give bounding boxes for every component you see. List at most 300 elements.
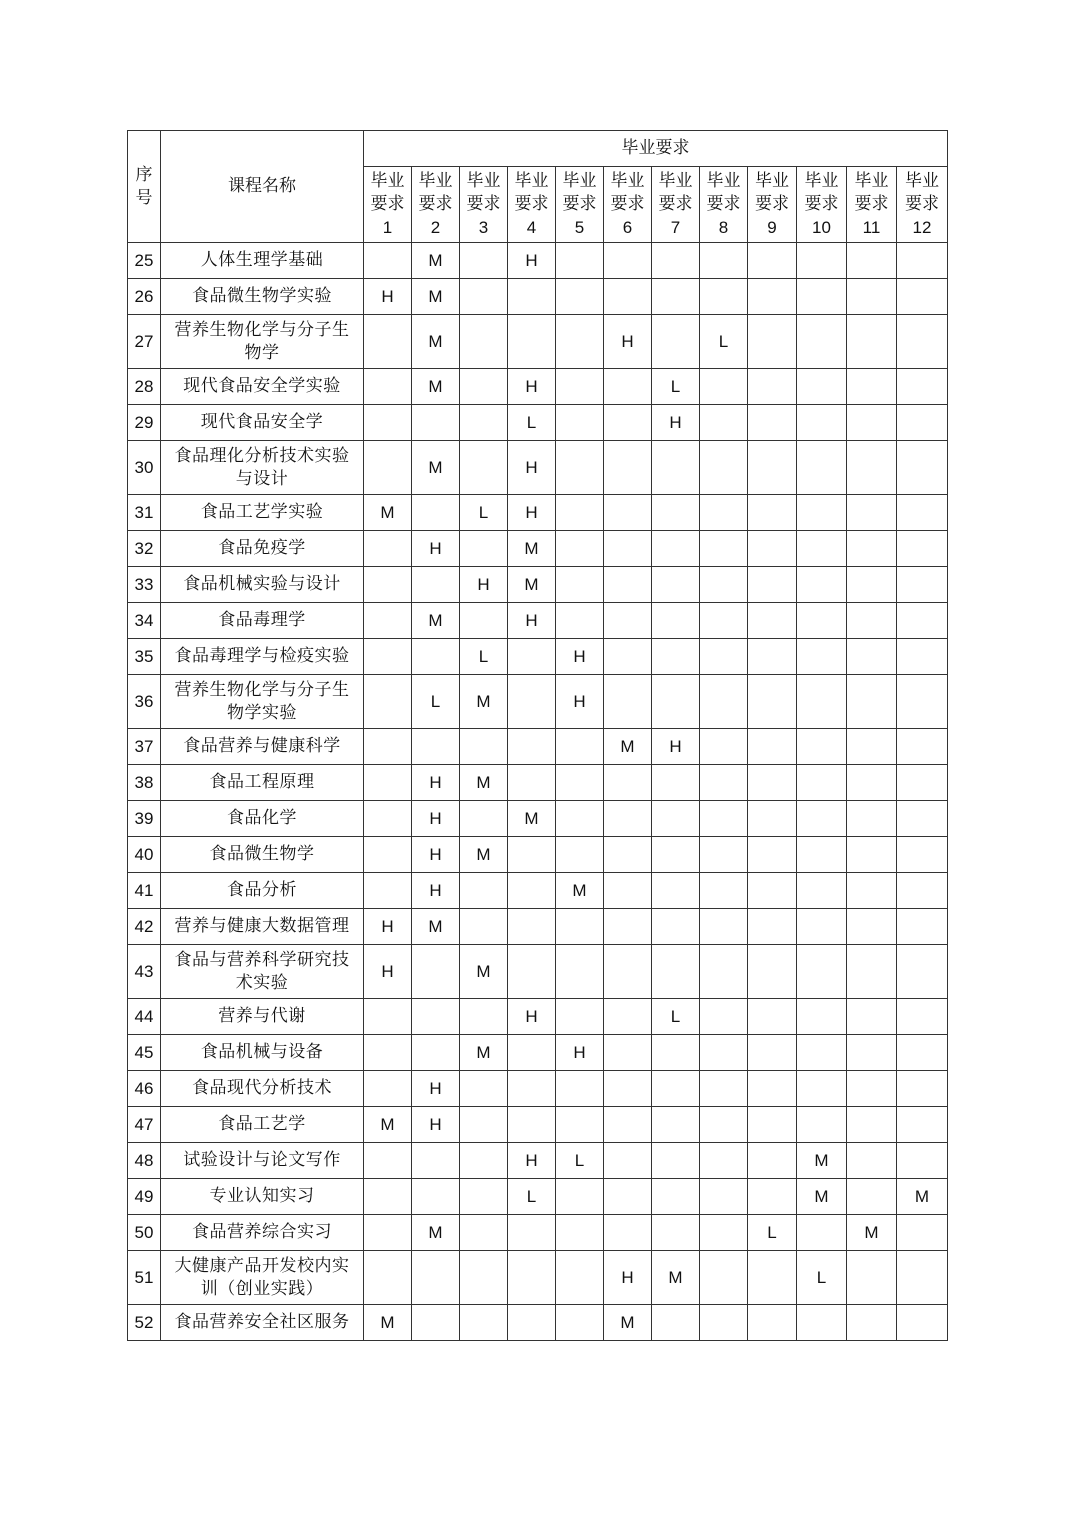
requirement-level-cell <box>652 441 700 495</box>
requirement-header-6 <box>604 167 652 243</box>
requirement-level-cell <box>748 909 797 945</box>
requirement-level-cell <box>460 1071 508 1107</box>
requirement-level-cell: M <box>412 315 460 369</box>
requirement-level-cell <box>847 675 897 729</box>
row-number: 49 <box>128 1179 161 1215</box>
table-row <box>128 1107 948 1143</box>
course-requirement-matrix <box>127 130 948 1341</box>
requirement-level-cell <box>897 873 948 909</box>
requirement-level-cell <box>897 837 948 873</box>
requirement-level-cell <box>748 873 797 909</box>
requirement-header-prefix: 毕业 <box>418 171 453 191</box>
requirement-level-cell <box>604 1179 652 1215</box>
requirement-level-cell <box>412 1035 460 1071</box>
table-row <box>128 909 948 945</box>
requirement-level-cell: H <box>652 729 700 765</box>
requirement-level-cell: M <box>460 765 508 801</box>
requirement-level-cell <box>847 1251 897 1305</box>
course-name-line: 食品工程原理 <box>209 772 315 792</box>
requirement-level-cell: M <box>797 1179 847 1215</box>
requirement-level-cell <box>460 729 508 765</box>
requirement-level-cell <box>797 999 847 1035</box>
table-row <box>128 999 948 1035</box>
course-name <box>161 531 364 567</box>
requirement-level-cell <box>364 369 412 405</box>
requirement-level-cell <box>604 1071 652 1107</box>
course-name-line: 营养与代谢 <box>218 1006 306 1026</box>
requirement-level-cell <box>748 441 797 495</box>
requirement-level-cell <box>847 873 897 909</box>
requirement-level-cell <box>847 243 897 279</box>
requirement-level-cell <box>364 405 412 441</box>
requirement-level-cell <box>748 495 797 531</box>
course-name-line: 食品与营养科学研究技 <box>174 949 350 970</box>
requirement-level-cell <box>700 1071 748 1107</box>
requirement-level-cell <box>460 1107 508 1143</box>
requirement-level-cell <box>748 1107 797 1143</box>
requirement-level-cell <box>556 603 604 639</box>
requirement-level-cell <box>847 1143 897 1179</box>
course-name <box>161 603 364 639</box>
requirement-level-cell <box>700 765 748 801</box>
requirement-level-cell <box>700 837 748 873</box>
requirement-level-cell: L <box>748 1215 797 1251</box>
course-name <box>161 441 364 495</box>
requirement-level-cell: L <box>700 315 748 369</box>
requirement-level-cell <box>897 1215 948 1251</box>
course-name-line: 食品理化分析技术实验 <box>174 445 350 466</box>
requirement-level-cell: H <box>652 405 700 441</box>
requirement-level-cell <box>556 1179 604 1215</box>
requirement-level-cell <box>748 999 797 1035</box>
requirement-level-cell <box>460 1143 508 1179</box>
table-row <box>128 315 948 369</box>
requirement-level-cell <box>460 999 508 1035</box>
requirement-level-cell <box>897 405 948 441</box>
requirement-header-number: 3 <box>478 218 489 237</box>
requirement-level-cell <box>364 315 412 369</box>
requirement-header-prefix: 要求 <box>854 194 889 214</box>
course-name-line: 物学 <box>244 342 280 363</box>
row-number: 38 <box>128 765 161 801</box>
row-number: 35 <box>128 639 161 675</box>
requirement-level-cell: H <box>364 945 412 999</box>
requirement-level-cell <box>700 999 748 1035</box>
requirement-level-cell <box>700 1215 748 1251</box>
course-name <box>161 315 364 369</box>
row-number: 27 <box>128 315 161 369</box>
requirement-level-cell <box>460 1215 508 1251</box>
requirement-level-cell <box>364 1179 412 1215</box>
requirement-level-cell: H <box>508 999 556 1035</box>
requirement-level-cell: H <box>412 801 460 837</box>
requirement-level-cell <box>652 945 700 999</box>
requirement-level-cell <box>797 315 847 369</box>
table-row <box>128 1305 948 1341</box>
row-number: 39 <box>128 801 161 837</box>
table-header <box>128 131 948 243</box>
requirement-level-cell: L <box>652 369 700 405</box>
requirement-level-cell <box>652 1215 700 1251</box>
requirement-level-cell <box>604 1107 652 1143</box>
requirement-level-cell <box>797 675 847 729</box>
requirement-level-cell <box>652 279 700 315</box>
requirement-level-cell <box>700 279 748 315</box>
requirement-level-cell <box>748 567 797 603</box>
requirement-level-cell <box>897 531 948 567</box>
course-name-line: 食品现代分析技术 <box>192 1078 332 1098</box>
row-number: 32 <box>128 531 161 567</box>
course-name <box>161 243 364 279</box>
requirement-level-cell: M <box>412 369 460 405</box>
requirement-level-cell <box>652 639 700 675</box>
requirement-level-cell <box>797 765 847 801</box>
requirement-level-cell <box>508 675 556 729</box>
requirement-level-cell <box>748 1071 797 1107</box>
requirement-level-cell <box>604 675 652 729</box>
requirement-level-cell <box>847 1305 897 1341</box>
requirement-level-cell <box>897 441 948 495</box>
requirement-level-cell <box>748 1305 797 1341</box>
requirement-level-cell <box>364 639 412 675</box>
row-number: 37 <box>128 729 161 765</box>
requirement-level-cell <box>460 243 508 279</box>
requirement-level-cell <box>897 567 948 603</box>
seq-header-line-2: 号 <box>135 187 153 208</box>
requirement-level-cell <box>556 729 604 765</box>
requirement-header-number: 11 <box>862 218 881 237</box>
table-row <box>128 1251 948 1305</box>
requirement-level-cell: L <box>460 495 508 531</box>
row-number: 45 <box>128 1035 161 1071</box>
requirement-header-9 <box>748 167 797 243</box>
requirement-level-cell: M <box>412 1215 460 1251</box>
requirement-level-cell <box>460 531 508 567</box>
requirement-level-cell <box>460 1251 508 1305</box>
requirement-level-cell <box>460 405 508 441</box>
requirement-level-cell <box>604 765 652 801</box>
requirement-level-cell <box>748 765 797 801</box>
requirement-level-cell <box>748 1143 797 1179</box>
requirement-header-5 <box>556 167 604 243</box>
requirement-level-cell: M <box>847 1215 897 1251</box>
requirement-level-cell <box>508 729 556 765</box>
row-number: 29 <box>128 405 161 441</box>
requirement-level-cell <box>797 639 847 675</box>
course-name-line: 食品毒理学 <box>218 610 306 630</box>
row-number: 26 <box>128 279 161 315</box>
requirement-level-cell: H <box>604 315 652 369</box>
requirement-level-cell: M <box>364 1107 412 1143</box>
requirement-level-cell <box>556 945 604 999</box>
requirement-level-cell <box>748 1035 797 1071</box>
requirement-level-cell <box>748 279 797 315</box>
requirement-level-cell <box>460 801 508 837</box>
requirement-level-cell <box>364 603 412 639</box>
requirement-header-prefix: 毕业 <box>905 171 939 191</box>
requirement-level-cell <box>847 567 897 603</box>
requirement-level-cell <box>652 1143 700 1179</box>
table-row <box>128 603 948 639</box>
requirement-level-cell <box>556 801 604 837</box>
requirement-level-cell <box>700 639 748 675</box>
requirement-header-prefix: 要求 <box>610 194 645 214</box>
requirement-level-cell <box>508 945 556 999</box>
requirement-level-cell <box>797 441 847 495</box>
table-row <box>128 729 948 765</box>
requirement-level-cell: H <box>412 531 460 567</box>
requirement-header-prefix: 毕业 <box>706 171 741 191</box>
requirement-level-cell <box>897 1143 948 1179</box>
requirement-level-cell <box>364 1071 412 1107</box>
requirement-level-cell: H <box>412 837 460 873</box>
course-name-line: 食品机械与设备 <box>200 1042 324 1062</box>
requirement-level-cell <box>700 1305 748 1341</box>
table-row <box>128 243 948 279</box>
course-name <box>161 873 364 909</box>
course-name-line: 人体生理学基础 <box>200 250 324 270</box>
requirement-header-3 <box>460 167 508 243</box>
table-row <box>128 1035 948 1071</box>
requirement-level-cell <box>847 999 897 1035</box>
requirement-level-cell: H <box>364 909 412 945</box>
requirement-level-cell <box>364 837 412 873</box>
requirement-level-cell <box>652 1179 700 1215</box>
requirement-level-cell <box>797 909 847 945</box>
course-name <box>161 1251 364 1305</box>
requirement-level-cell <box>652 873 700 909</box>
requirement-level-cell <box>748 837 797 873</box>
requirement-level-cell <box>897 1251 948 1305</box>
course-name <box>161 999 364 1035</box>
requirement-level-cell <box>847 801 897 837</box>
requirement-level-cell: M <box>508 567 556 603</box>
requirement-level-cell: H <box>460 567 508 603</box>
requirement-level-cell: M <box>652 1251 700 1305</box>
requirement-level-cell <box>897 1305 948 1341</box>
row-number: 33 <box>128 567 161 603</box>
requirement-level-cell <box>897 801 948 837</box>
requirement-level-cell <box>748 315 797 369</box>
course-name-line: 营养与健康大数据管理 <box>174 916 350 936</box>
requirement-header-12 <box>897 167 948 243</box>
table-row <box>128 639 948 675</box>
requirement-header-number: 9 <box>767 218 777 237</box>
requirement-level-cell <box>412 1179 460 1215</box>
course-name <box>161 1143 364 1179</box>
course-name <box>161 1071 364 1107</box>
course-name <box>161 729 364 765</box>
requirement-level-cell <box>364 765 412 801</box>
requirement-level-cell <box>797 1305 847 1341</box>
requirement-level-cell <box>847 1035 897 1071</box>
requirement-header-prefix: 毕业 <box>514 171 549 191</box>
table-row <box>128 279 948 315</box>
table-row <box>128 369 948 405</box>
requirement-level-cell: L <box>508 405 556 441</box>
course-name <box>161 1035 364 1071</box>
row-number: 46 <box>128 1071 161 1107</box>
requirement-level-cell <box>364 441 412 495</box>
requirement-level-cell <box>797 1071 847 1107</box>
requirement-level-cell <box>700 945 748 999</box>
requirement-level-cell: H <box>556 1035 604 1071</box>
course-name <box>161 1215 364 1251</box>
course-name <box>161 837 364 873</box>
requirement-level-cell: H <box>364 279 412 315</box>
requirement-level-cell: M <box>797 1143 847 1179</box>
requirement-header-number: 12 <box>912 218 932 237</box>
requirement-level-cell <box>748 801 797 837</box>
requirement-level-cell: L <box>652 999 700 1035</box>
graduation-requirements-header: 毕业要求 <box>364 131 948 167</box>
requirement-level-cell <box>797 531 847 567</box>
requirement-level-cell <box>897 1035 948 1071</box>
requirement-level-cell <box>508 279 556 315</box>
requirement-level-cell <box>556 1251 604 1305</box>
requirement-level-cell <box>412 1251 460 1305</box>
requirement-level-cell: H <box>508 369 556 405</box>
course-name-line: 试验设计与论文写作 <box>183 1150 341 1170</box>
requirement-level-cell <box>364 873 412 909</box>
requirement-level-cell <box>652 567 700 603</box>
requirement-level-cell <box>604 639 652 675</box>
course-name <box>161 801 364 837</box>
requirement-level-cell <box>460 315 508 369</box>
requirement-header-number: 10 <box>812 218 831 237</box>
requirement-level-cell <box>847 765 897 801</box>
requirement-level-cell <box>652 765 700 801</box>
requirement-level-cell: M <box>508 531 556 567</box>
row-number: 40 <box>128 837 161 873</box>
course-name <box>161 909 364 945</box>
requirement-level-cell <box>652 1305 700 1341</box>
requirement-header-2 <box>412 167 460 243</box>
row-number: 34 <box>128 603 161 639</box>
requirement-header-10 <box>797 167 847 243</box>
requirement-level-cell <box>556 495 604 531</box>
table-body <box>128 243 948 1341</box>
requirement-level-cell: M <box>460 675 508 729</box>
requirement-level-cell <box>797 405 847 441</box>
requirement-level-cell <box>604 1035 652 1071</box>
requirement-level-cell: M <box>364 1305 412 1341</box>
requirement-level-cell <box>847 531 897 567</box>
requirement-level-cell: M <box>897 1179 948 1215</box>
requirement-level-cell <box>847 1179 897 1215</box>
requirement-level-cell <box>652 1035 700 1071</box>
requirement-level-cell <box>460 909 508 945</box>
row-number: 36 <box>128 675 161 729</box>
requirement-level-cell <box>508 1071 556 1107</box>
course-name-line: 大健康产品开发校内实 <box>174 1255 350 1276</box>
requirement-header-number: 8 <box>718 218 729 237</box>
row-number: 41 <box>128 873 161 909</box>
requirement-level-cell: H <box>412 1107 460 1143</box>
requirement-level-cell: H <box>604 1251 652 1305</box>
row-number: 44 <box>128 999 161 1035</box>
requirement-level-cell: H <box>508 441 556 495</box>
requirement-level-cell <box>797 729 847 765</box>
requirement-level-cell <box>508 1107 556 1143</box>
requirement-header-prefix: 毕业 <box>610 171 645 191</box>
requirement-level-cell: H <box>508 1143 556 1179</box>
requirement-level-cell <box>604 801 652 837</box>
requirement-header-prefix: 要求 <box>466 194 501 214</box>
requirement-level-cell <box>897 315 948 369</box>
requirement-level-cell <box>797 1035 847 1071</box>
course-name-line: 食品营养安全社区服务 <box>174 1312 350 1332</box>
requirement-level-cell <box>897 603 948 639</box>
requirement-level-cell: M <box>508 801 556 837</box>
row-number: 25 <box>128 243 161 279</box>
requirement-level-cell: L <box>556 1143 604 1179</box>
table-row <box>128 495 948 531</box>
requirement-level-cell <box>897 243 948 279</box>
row-number: 48 <box>128 1143 161 1179</box>
requirement-level-cell <box>460 1179 508 1215</box>
course-name <box>161 945 364 999</box>
requirement-level-cell: M <box>412 909 460 945</box>
requirement-level-cell <box>847 945 897 999</box>
table-row <box>128 837 948 873</box>
course-name-line: 食品微生物学实验 <box>192 286 332 306</box>
requirement-level-cell <box>604 405 652 441</box>
requirement-header-11 <box>847 167 897 243</box>
requirement-level-cell <box>604 873 652 909</box>
requirement-level-cell <box>700 1251 748 1305</box>
course-name-line: 专业认知实习 <box>209 1186 315 1206</box>
course-name-line: 食品免疫学 <box>218 538 306 558</box>
row-number: 50 <box>128 1215 161 1251</box>
course-name <box>161 675 364 729</box>
requirement-level-cell <box>797 495 847 531</box>
requirement-level-cell <box>700 243 748 279</box>
requirement-header-prefix: 要求 <box>905 194 939 214</box>
course-name <box>161 639 364 675</box>
requirement-level-cell <box>797 567 847 603</box>
course-name-line: 食品营养综合实习 <box>192 1222 332 1242</box>
requirement-level-cell <box>748 369 797 405</box>
requirement-header-prefix: 毕业 <box>466 171 501 191</box>
requirement-level-cell <box>748 675 797 729</box>
requirement-level-cell <box>797 1215 847 1251</box>
table-row <box>128 441 948 495</box>
row-number: 43 <box>128 945 161 999</box>
requirement-level-cell <box>364 801 412 837</box>
course-name-line: 与设计 <box>235 468 289 489</box>
requirement-level-cell <box>748 603 797 639</box>
row-number: 31 <box>128 495 161 531</box>
requirement-header-prefix: 毕业 <box>755 171 789 191</box>
requirement-level-cell <box>700 1179 748 1215</box>
requirement-level-cell <box>556 567 604 603</box>
requirement-level-cell <box>508 909 556 945</box>
requirement-header-8 <box>700 167 748 243</box>
requirement-level-cell: H <box>508 495 556 531</box>
requirement-level-cell <box>748 1179 797 1215</box>
requirement-level-cell <box>556 1215 604 1251</box>
requirement-level-cell: H <box>508 243 556 279</box>
table-row <box>128 1179 948 1215</box>
requirement-header-prefix: 毕业 <box>370 171 405 191</box>
requirement-level-cell <box>508 315 556 369</box>
requirement-level-cell <box>748 1251 797 1305</box>
requirement-level-cell <box>797 1107 847 1143</box>
course-name-line: 现代食品安全学 <box>200 412 324 432</box>
requirement-level-cell <box>412 567 460 603</box>
requirement-level-cell <box>652 675 700 729</box>
